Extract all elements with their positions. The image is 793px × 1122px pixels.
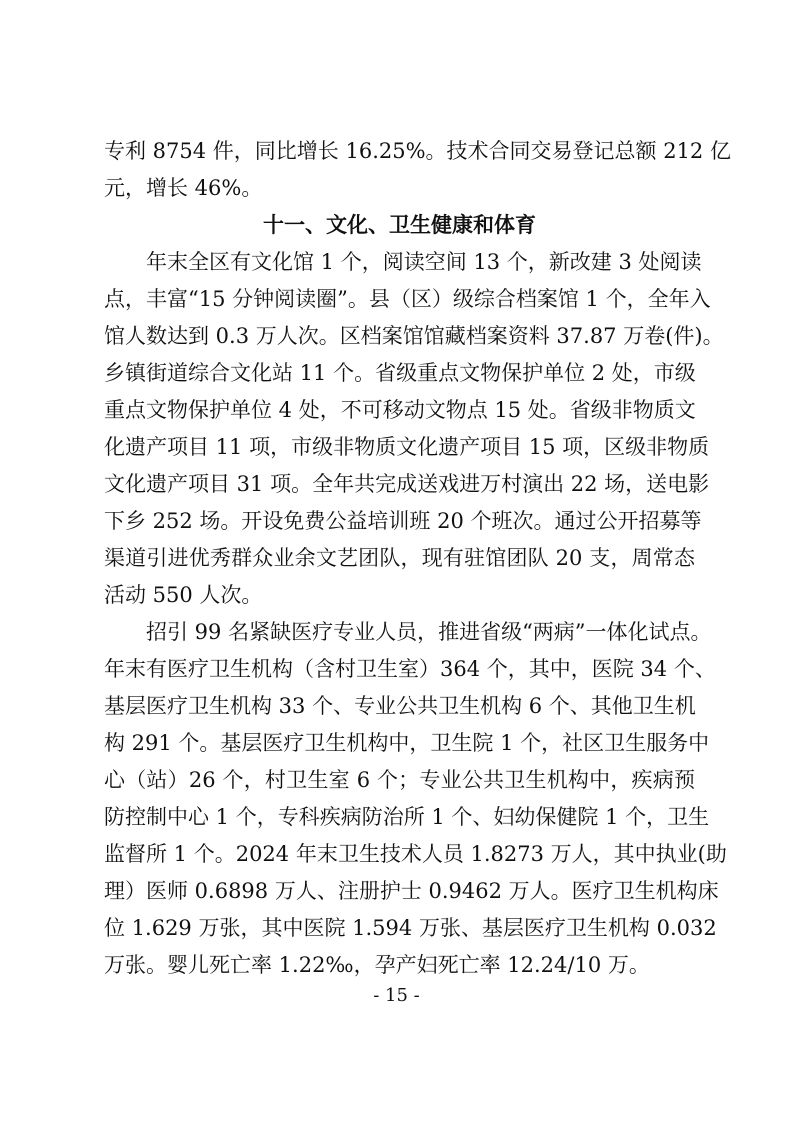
text-line: 构 291 个。基层医疗卫生机构中，卫生院 1 个，社区卫生服务中 [104,731,710,755]
health-paragraph [104,614,727,984]
text-line: 监督所 1 个。2024 年末卫生技术人员 1.8273 万人，其中执业(助 [104,842,727,866]
text-line: 基层医疗卫生机构 33 个、专业公共卫生机构 6 个、其他卫生机 [104,694,696,718]
text-line: 招引 99 名紧缺医疗专业人员，推进省级“两病”一体化试点。 [146,620,712,644]
text-line: 专利 8754 件，同比增长 16.25%。技术合同交易登记总额 212 亿 [104,139,731,163]
section-heading: 十一、文化、卫生健康和体育 [263,213,536,237]
intro-paragraph [104,133,731,207]
text-line: 重点文物保护单位 4 处，不可移动文物点 15 处。省级非物质文 [104,398,696,422]
text-line: 防控制中心 1 个，专科疾病防治所 1 个、妇幼保健院 1 个，卫生 [104,805,710,829]
text-line: 馆人数达到 0.3 万人次。区档案馆馆藏档案资料 37.87 万卷(件)。 [104,324,724,348]
text-line: 点，丰富“15 分钟阅读圈”。县（区）级综合档案馆 1 个，全年入 [104,287,711,311]
text-line: 年末有医疗卫生机构（含村卫生室）364 个，其中，医院 34 个、 [104,657,716,681]
text-line: 位 1.629 万张，其中医院 1.594 万张、基层医疗卫生机构 0.032 [104,916,717,940]
text-line: 活动 550 人次。 [104,583,263,607]
text-line: 渠道引进优秀群众业余文艺团队，现有驻馆团队 20 支，周常态 [104,546,695,570]
document-body [104,133,731,984]
text-line: 元，增长 46%。 [104,176,263,200]
text-line: 下乡 252 场。开设免费公益培训班 20 个班次。通过公开招募等 [104,509,702,533]
text-line: 万张。婴儿死亡率 1.22‰，孕产妇死亡率 12.24/10 万。 [104,953,650,977]
text-line: 乡镇街道综合文化站 11 个。省级重点文物保护单位 2 处，市级 [104,361,696,385]
text-line: 年末全区有文化馆 1 个，阅读空间 13 个，新改建 3 处阅读 [146,250,702,274]
text-line: 心（站）26 个，村卫生室 6 个；专业公共卫生机构中，疾病预 [104,768,695,792]
culture-paragraph [104,244,724,614]
text-line: 化遗产项目 11 项，市级非物质文化遗产项目 15 项，区级非物质 [104,435,710,459]
text-line: 文化遗产项目 31 项。全年共完成送戏进万村演出 22 场，送电影 [104,472,710,496]
text-line: 理）医师 0.6898 万人、注册护士 0.9462 万人。医疗卫生机构床 [104,879,719,903]
page-number: - 15 - [373,985,420,1006]
